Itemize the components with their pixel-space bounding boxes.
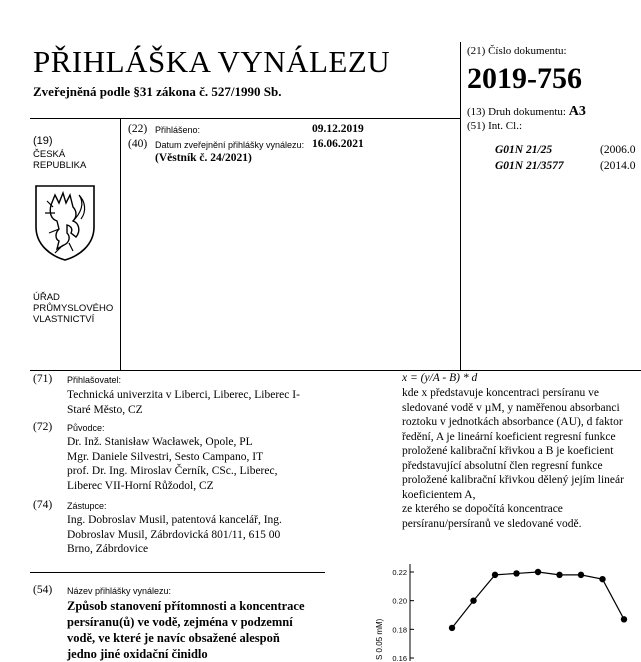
- abstract-text: [402, 386, 641, 531]
- office-line-1: ÚŘAD: [33, 292, 60, 303]
- applicant-line: Staré Město, CZ: [67, 403, 143, 416]
- country-line-1: ČESKÁ: [33, 149, 66, 160]
- representative-label: Zástupce:: [67, 501, 107, 511]
- abstract-line: proložené kalibrační křivkou dělený jejím lineár: [402, 474, 624, 486]
- y-tick-label: 0.16: [392, 654, 407, 661]
- representative-line: Ing. Dobroslav Musil, patentová kancelář, Ing.: [67, 514, 282, 526]
- ipc-version-1: (2006.0: [600, 144, 636, 156]
- filed-label: Přihlášeno:: [155, 125, 201, 135]
- ipc-version-2: (2014.0: [600, 160, 636, 172]
- office-line-3: VLASTNICTVÍ: [33, 314, 95, 325]
- country-line-2: REPUBLIKA: [33, 160, 87, 171]
- column-divider: [460, 42, 461, 370]
- y-axis-label: S 0.05 mM): [375, 618, 384, 660]
- data-point: [492, 572, 498, 578]
- inventors-number: (72): [33, 421, 53, 433]
- document-number: 2019-756: [467, 62, 582, 95]
- representative-number: (74): [33, 499, 53, 511]
- inventor-line: Mgr. Daniele Silvestri, Sesto Campano, IT: [67, 450, 264, 463]
- document-type: [467, 104, 586, 120]
- abstract-line: představující absolutní člen regresní funkce: [402, 459, 603, 472]
- left-column-divider: [120, 118, 121, 370]
- abstract-line: kde x představuje koncentraci persíranu ve: [402, 387, 600, 399]
- representative-line: Dobroslav Musil, Zábrdovická 801/11, 615 00: [67, 528, 281, 541]
- header-rule: [30, 118, 460, 119]
- applicant-line: Technická univerzita v Liberci, Liberec, Liberec I-: [67, 389, 300, 401]
- y-tick-label: 0.18: [392, 625, 407, 635]
- title-number: (54): [33, 584, 53, 596]
- y-tick-label: 0.22: [392, 568, 407, 577]
- inventor-line: prof. Dr. Ing. Miroslav Černík, CSc., Liberec,: [67, 465, 278, 477]
- inventor-line: Dr. Inž. Stanisław Wacławek, Opole, PL: [67, 436, 253, 448]
- data-point: [578, 572, 584, 578]
- data-point: [621, 616, 627, 622]
- calibration-chart: [370, 560, 641, 661]
- abstract-line: proložené kalibrační křivkou a B je koeficient: [402, 445, 614, 457]
- title-line: Způsob stanovení přítomnosti a koncentrace: [67, 599, 305, 613]
- title-rule: [30, 572, 325, 573]
- bulletin: (Věstník č. 24/2021): [155, 152, 252, 164]
- data-point: [449, 625, 455, 631]
- representative-text: [67, 513, 282, 557]
- section-rule: [30, 370, 641, 371]
- applicant-text: [67, 388, 300, 417]
- filed-number: (22): [128, 123, 148, 135]
- ipc-code-2: G01N 21/3577: [495, 160, 564, 172]
- series-line: [452, 572, 624, 628]
- document-title: PŘIHLÁŠKA VYNÁLEZU: [33, 44, 391, 79]
- abstract-line: ze kterého se dopočítá koncentrace: [402, 503, 563, 515]
- published-label: Datum zveřejnění přihlášky vynálezu:: [155, 140, 305, 150]
- data-point: [535, 569, 541, 575]
- abstract-line: ředění, A je lineární koeficient regresní funkce: [402, 430, 616, 443]
- invention-title: [67, 598, 305, 662]
- filed-date: 09.12.2019: [312, 123, 364, 135]
- coat-of-arms-icon: [33, 183, 97, 263]
- title-line: persíranu(ů) ve vodě, zejména v podzemní: [67, 615, 293, 629]
- ipc-code-1: G01N 21/25: [495, 144, 553, 156]
- document-type-value: A3: [568, 104, 586, 119]
- abstract-line: sledované vodě v µM, y naměřenou absorbanci: [402, 401, 620, 414]
- inventors-label: Původce:: [67, 423, 105, 433]
- data-point: [556, 572, 562, 578]
- document-subtitle: Zveřejněná podle §31 zákona č. 527/1990 Sb.: [33, 84, 282, 99]
- data-point: [470, 597, 476, 603]
- ipc-label: (51) Int. Cl.:: [467, 120, 522, 132]
- abstract-line: koeficientem A,: [402, 488, 476, 501]
- published-date: 16.06.2021: [312, 138, 364, 150]
- data-point: [513, 570, 519, 576]
- abstract-line: roztoku v jednotkách absorbance (AU), d faktor: [402, 416, 623, 428]
- title-line: vodě, ve které je navíc obsažené alespoň: [67, 631, 280, 645]
- y-tick-label: 0.20: [392, 596, 407, 606]
- document-type-label: (13) Druh dokumentu:: [467, 106, 566, 118]
- representative-line: Brno, Zábrdovice: [67, 543, 149, 555]
- applicant-label: Přihlašovatel:: [67, 375, 122, 385]
- published-number: (40): [128, 138, 148, 150]
- office-line-2: PRŮMYSLOVÉHO: [33, 303, 114, 314]
- inventor-line: Liberec VII-Horní Růžodol, CZ: [67, 479, 214, 492]
- title-label: Název přihlášky vynálezu:: [67, 586, 172, 596]
- title-line: jedno jiné oxidační činidlo: [67, 647, 208, 661]
- data-point: [599, 576, 605, 582]
- inventors-text: [67, 435, 277, 493]
- applicant-number: (71): [33, 373, 53, 385]
- document-number-label: (21) Číslo dokumentu:: [467, 45, 567, 57]
- abstract-line: persíranu/persíranů ve sledované vodě.: [402, 517, 582, 530]
- country-code: (19): [33, 135, 53, 147]
- formula: x = (y/A - B) * d: [402, 372, 478, 384]
